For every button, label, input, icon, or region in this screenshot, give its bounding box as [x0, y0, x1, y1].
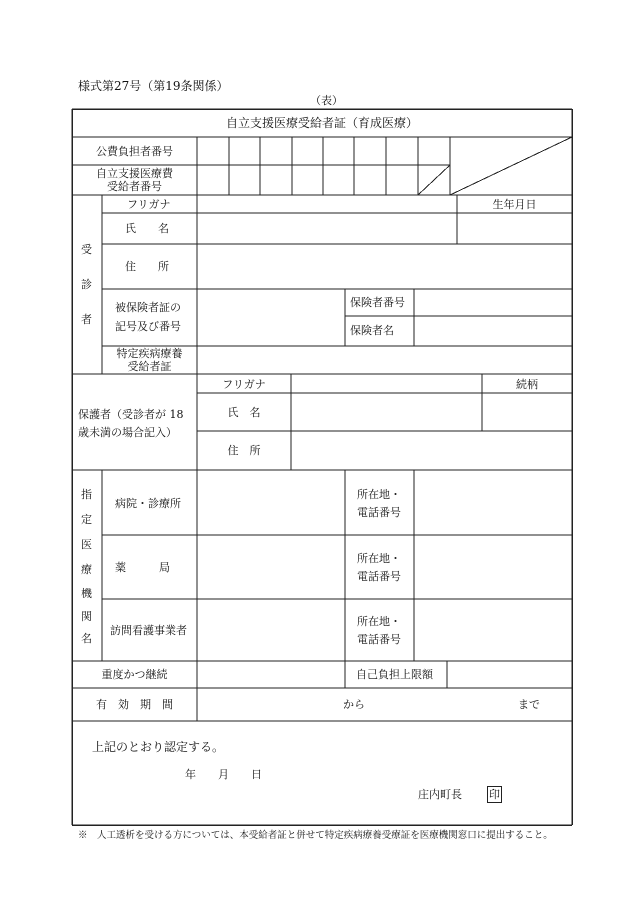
nursing-label: 訪問看護事業者	[110, 624, 187, 637]
hospital-location-label-2: 電話番号	[357, 506, 401, 519]
guardian-name-label: 氏 名	[227, 406, 261, 419]
form-title: 自立支援医療受給者証（育成医療）	[225, 116, 418, 130]
specific-disease-label-1: 特定疾病療養	[116, 347, 183, 360]
patient-furigana-label: フリガナ	[127, 198, 171, 211]
relationship-label: 続柄	[516, 378, 538, 391]
guardian-label-1: 保護者（受診者が 18	[78, 408, 184, 421]
recipient-number-label-1: 自立支援医療費	[96, 167, 173, 180]
birthdate-label: 生年月日	[492, 198, 537, 211]
validity-label: 有 効 期 間	[96, 698, 173, 711]
footnote: ※ 人工透析を受ける方については、本受給者証と併せて特定疾病療養受療証を医療機関窓口に提出すること。	[78, 830, 553, 841]
public-payer-number-label: 公費負担者番号	[96, 145, 173, 158]
severe-continuous-label: 重度かつ継続	[101, 668, 168, 681]
seal-mark: 印	[489, 788, 500, 801]
guardian-label-2: 歳未満の場合記入）	[78, 426, 177, 439]
institution-group-char-1: 指	[81, 488, 92, 501]
nursing-location-label-2: 電話番号	[357, 633, 401, 646]
pharmacy-location-label-2: 電話番号	[357, 570, 401, 583]
patient-name-label: 氏 名	[125, 222, 169, 235]
insurer-number-label: 保険者番号	[350, 296, 405, 309]
validity-from: から	[343, 698, 365, 711]
guardian-address-label: 住 所	[227, 444, 261, 457]
institution-group-char-3: 医	[81, 538, 92, 551]
institution-group-char-2: 定	[81, 513, 92, 526]
specific-disease-label-2: 受給者証	[127, 360, 172, 373]
side-label: （表）	[310, 94, 343, 107]
patient-group-char-2: 診	[81, 278, 92, 291]
validity-to: まで	[518, 698, 540, 711]
nursing-location-label-1: 所在地・	[357, 615, 401, 628]
institution-group-char-6: 関	[81, 610, 92, 623]
pharmacy-location-label-1: 所在地・	[357, 552, 401, 565]
patient-group-char-3: 者	[81, 313, 92, 326]
insurance-label-2: 記号及び番号	[115, 320, 181, 333]
insurer-name-label: 保険者名	[350, 324, 394, 337]
patient-address-label: 住 所	[125, 260, 169, 273]
institution-group-char-7: 名	[81, 632, 92, 645]
form-number: 様式第27号（第19条関係）	[78, 79, 229, 93]
certification-statement: 上記のとおり認定する。	[92, 740, 225, 754]
copay-limit-label: 自己負担上限額	[356, 668, 433, 681]
guardian-furigana-label: フリガナ	[222, 378, 266, 391]
hospital-label: 病院・診療所	[115, 497, 181, 510]
institution-group-char-4: 療	[81, 563, 92, 576]
institution-group-char-5: 機	[81, 587, 92, 600]
issuer-name: 庄内町長	[418, 788, 462, 801]
recipient-number-label-2: 受給者番号	[107, 180, 162, 193]
pharmacy-label: 薬 局	[115, 561, 170, 574]
certification-date: 年 月 日	[185, 768, 262, 781]
insurance-label-1: 被保険者証の	[115, 301, 181, 314]
hospital-location-label-1: 所在地・	[357, 488, 401, 501]
patient-group-char-1: 受	[81, 243, 92, 256]
